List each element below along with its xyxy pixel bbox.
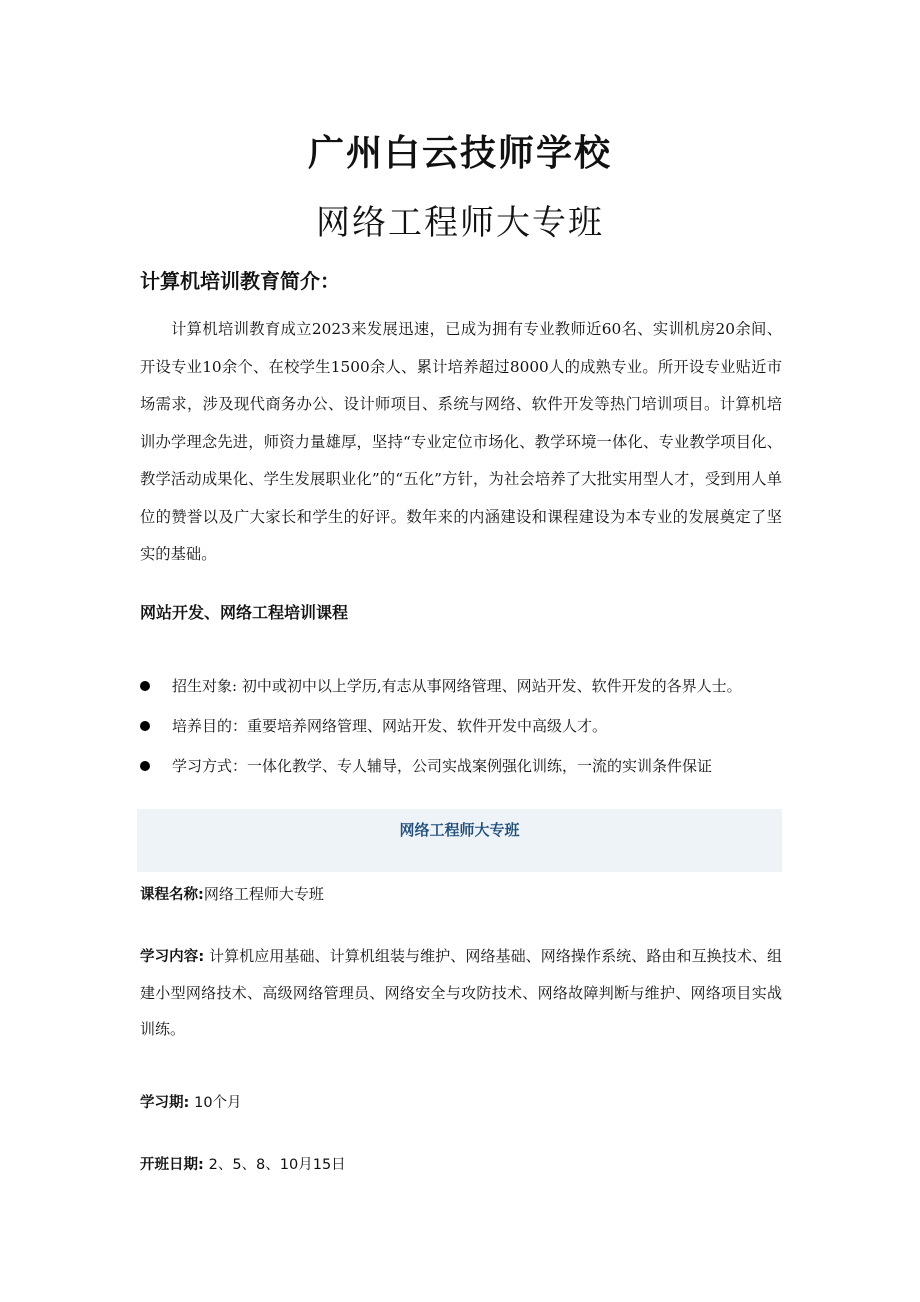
start-dates-field [140,1146,782,1183]
start-dates-label: 开班日期: [140,1157,204,1173]
banner-title: 网络工程师大专班 [399,821,520,839]
study-period-value: 10个月 [194,1095,242,1111]
program-subtitle: 网络工程师大专班 [316,203,604,243]
bullet-dot-icon [140,681,150,691]
bullet-dot-icon [140,761,150,771]
intro-paragraph: 计算机培训教育成立2023来发展迅速，已成为拥有专业教师近60名、实训机房20余间、开设专业10余个、在校学生1500余人、累计培养超过8000人的成熟专业。所开设专业贴近市场需求，涉及现代商务办公、设计师项目、系统与网络、软件开发等热门培训项目。计算机培训办学理念先进，师资力量雄厚，坚持“专业定位市场化、教学环境一体化、专业教学项目化、教学活动成果化、学生发展职业化”的“五化”方针，为社会培养了大批实用型人才，受到用人单位的赞誉以及广大家长和学生的好评。数年来的内涵建设和课程建设为本专业的发展奠定了坚实的基础。 [140,320,782,563]
course-bullet-list [140,670,800,790]
start-dates-value: 2、5、8、10月15日 [208,1157,346,1173]
study-content-field [140,938,782,1047]
study-content-label: 学习内容: [140,949,205,965]
course-name-label: 课程名称: [140,887,204,903]
intro-heading: 计算机培训教育简介： [140,269,340,293]
list-item [140,710,800,750]
school-title: 广州白云技师学校 [307,132,612,174]
list-item [140,750,800,790]
course-name-field [140,876,782,913]
bullet-text: 学习方式：一体化教学、专人辅导，公司实战案例强化训练，一流的实训条件保证 [172,757,713,775]
course-name-value: 网络工程师大专班 [203,885,324,903]
study-period-label: 学习期: [140,1095,190,1111]
course-banner [137,809,782,872]
bullet-text: 招生对象: 初中或初中以上学历,有志从事网络管理、网站开发、软件开发的各界人士。 [172,677,742,695]
study-content-value: 计算机应用基础、计算机组装与维护、网络基础、网络操作系统、路由和互换技术、组建小型网络技术、高级网络管理员、网络安全与攻防技术、网络故障判断与维护、网络项目实战训练。 [140,947,782,1038]
bullet-text: 培养目的：重要培养网络管理、网站开发、软件开发中高级人才。 [172,717,608,735]
courses-heading: 网站开发、网络工程培训课程 [140,603,349,622]
study-period-field [140,1084,782,1121]
bullet-dot-icon [140,721,150,731]
list-item [140,670,800,710]
